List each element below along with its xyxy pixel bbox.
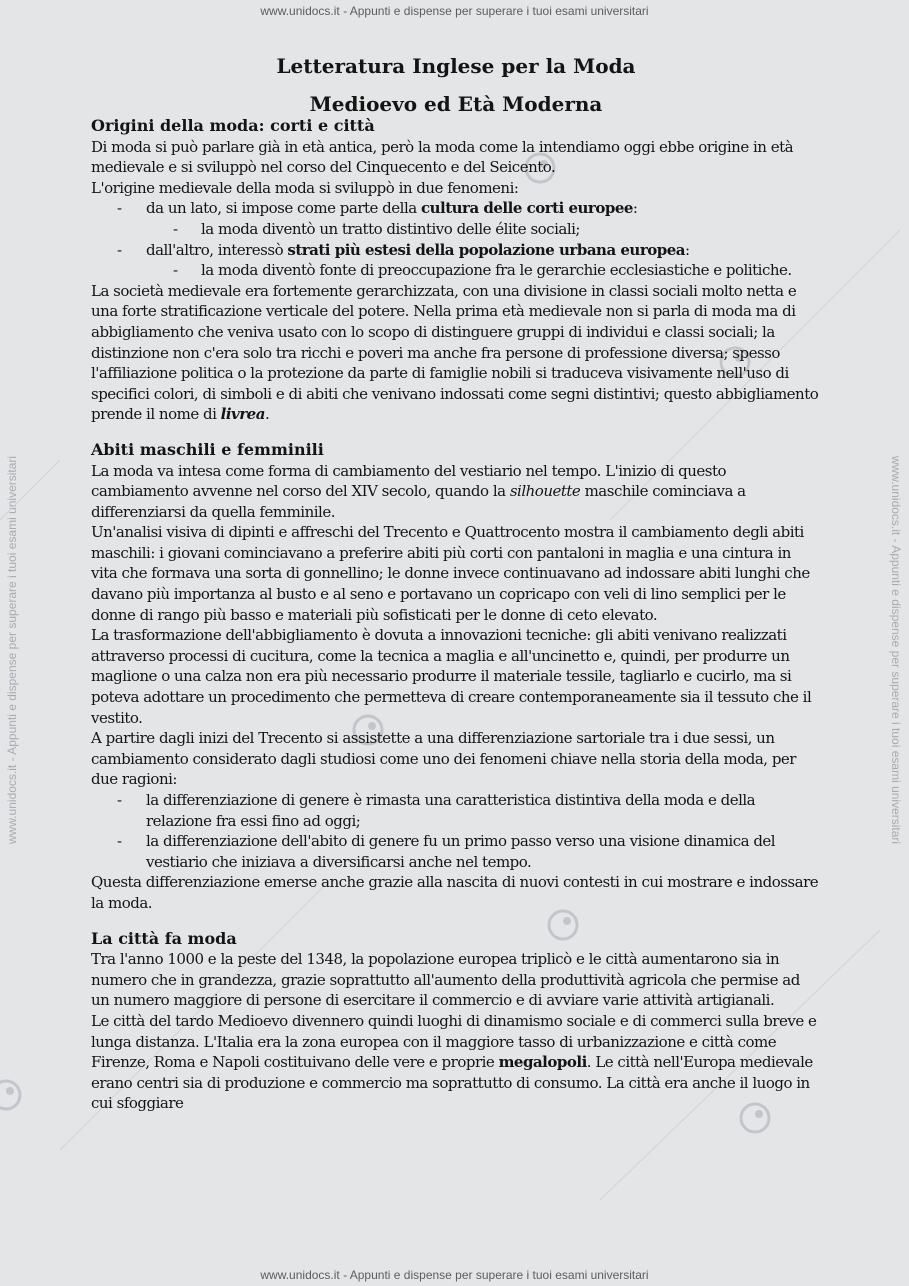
- bullet-list: [91, 240, 821, 261]
- list-item-bold: strati più estesi della popolazione urbana europea: [287, 240, 685, 259]
- paragraph: L'origine medievale della moda si sviluppò in due fenomeni:: [91, 178, 519, 197]
- section-abiti: [91, 440, 821, 914]
- list-item-text: dall'altro, interessò: [146, 240, 288, 259]
- section-heading: Abiti maschili e femminili: [91, 439, 324, 459]
- paragraph-text: La moda va intesa come forma di cambiamento del vestiario nel tempo. L'inizio di questo cambiamento avvenne nel corso del XIV secolo, quando la: [91, 461, 727, 501]
- paragraph: [91, 1011, 821, 1114]
- sub-bullet-list: [91, 219, 821, 240]
- paragraph: Un'analisi visiva di dipinti e affreschi del Trecento e Quattrocento mostra il cambiamento degli abiti maschili: i giovani cominciavano a preferire abiti più corti con pantaloni in maglia e una cintura in vita che formava una sorta di gonnellino; le donne invece continuavano ad indossare abiti lunghi che davano più importanza al busto e al seno e portavano un copricapo con veli di lino semplici per le donne di rango più basso e materiali più sofisticati per le donne di ceto elevato.: [91, 523, 810, 624]
- emphasis-term: livrea: [220, 405, 265, 424]
- paragraph-text: maschile cominciava a differenziarsi da quella femminile.: [91, 482, 746, 521]
- paragraph-text: Le città del tardo Medioevo divennero quindi luoghi di dinamismo sociale e di commerci sulla breve e lunga distanza. L'Italia era la zona europea con il maggiore tasso di urbanizzazione e città come Firenze, Roma e Napoli costituivano delle vere e proprie: [91, 1011, 817, 1072]
- paragraph-text: .: [264, 405, 270, 424]
- section-heading: La città fa moda: [91, 928, 237, 948]
- bold-term: megalopoli: [498, 1053, 587, 1072]
- document-title: Letteratura Inglese per la Moda: [276, 54, 636, 78]
- paragraph: Questa differenziazione emerse anche grazie alla nascita di nuovi contesti in cui mostrare e indossare la moda.: [91, 873, 819, 912]
- bullet-list: [91, 198, 821, 219]
- paragraph: [91, 461, 821, 523]
- emphasis-term: silhouette: [509, 482, 581, 501]
- list-item: - la moda diventò un tratto distintivo delle élite sociali;: [173, 219, 580, 238]
- list-item: - la differenziazione dell'abito di genere fu un primo passo verso una visione dinamica del vestiario che iniziava a diversificarsi anche nel tempo.: [117, 832, 776, 871]
- logo-icon: [0, 1081, 20, 1109]
- list-item: - la differenziazione di genere è rimasta una caratteristica distintiva della moda e della relazione fra essi fino ad oggi;: [117, 791, 756, 830]
- list-item-text: la differenziazione dell'abito di genere fu un primo passo verso una visione dinamica del vestiario che iniziava a diversificarsi anche nel tempo.: [146, 832, 776, 871]
- list-item-text: la moda diventò fonte di preoccupazione fra le gerarchie ecclesiastiche e politiche.: [201, 261, 792, 280]
- watermark-top: www.unidocs.it - Appunti e dispense per superare i tuoi esami universitari: [260, 4, 649, 18]
- list-item: - dall'altro, interessò strati più estesi della popolazione urbana europea:: [117, 240, 690, 259]
- watermark-bottom: www.unidocs.it - Appunti e dispense per superare i tuoi esami universitari: [260, 1268, 649, 1282]
- sub-bullet-list: [91, 260, 821, 281]
- list-item-bold: cultura delle corti europee: [420, 199, 633, 218]
- section-origini: [91, 116, 821, 425]
- section-citta: [91, 929, 821, 1114]
- section-heading: Origini della moda: corti e città: [91, 116, 375, 135]
- paragraph: A partire dagli inizi del Trecento si assistette a una differenziazione sartoriale tra i due sessi, un cambiamento considerato dagli studiosi come uno dei fenomeni chiave nella storia della moda, per due ragioni:: [91, 729, 796, 789]
- list-item: - la moda diventò fonte di preoccupazione fra le gerarchie ecclesiastiche e politiche.: [173, 261, 792, 280]
- paragraph: La trasformazione dell'abbigliamento è dovuta a innovazioni tecniche: gli abiti venivano realizzati attraverso processi di cucitura, come la tecnica a maglia e all'uncinetto e, quindi, per produrre un maglione o una calza non era più necessario produrre il materiale tessile, tagliarlo e cucirlo, ma si poteva adottare un procedimento che permetteva di creare contemporaneamente sia il tessuto che il vestito.: [91, 626, 812, 727]
- list-item-text: la moda diventò un tratto distintivo delle élite sociali;: [201, 219, 580, 238]
- document-body: [91, 52, 821, 1114]
- paragraph-text: La società medievale era fortemente gerarchizzata, con una divisione in classi sociali molto netta e una forte stratificazione verticale del potere. Nella prima età medievale non si parla di moda ma di abbigliamento che veniva usato con lo scopo di distinguere gruppi di individui e classi sociali; la distinzione non c'era solo tra ricchi e poveri ma anche fra persone di professione diversa; spesso l'affiliazione politica o la protezione da parte di famiglie nobili si traduceva visivamente nell'uso di specifici colori, di simboli e di abiti che venivano indossati come segni distintivi; questo abbigliamento prende il nome di: [91, 281, 819, 424]
- document-subtitle: Medioevo ed Età Moderna: [309, 92, 603, 116]
- list-item-text: da un lato, si impose come parte della: [146, 199, 421, 218]
- list-item: - da un lato, si impose come parte della cultura delle corti europee:: [117, 199, 638, 218]
- watermark-left: www.unidocs.it - Appunti e dispense per superare i tuoi esami universitari: [5, 455, 19, 845]
- paragraph-text: . Le città nell'Europa medievale erano centri sia di produzione e commercio ma soprattutto di consumo. La città era anche il luogo in cui sfoggiare: [91, 1053, 813, 1113]
- list-item-text: la differenziazione di genere è rimasta una caratteristica distintiva della moda e della relazione fra essi fino ad oggi;: [146, 791, 756, 830]
- paragraph: Di moda si può parlare già in età antica, però la moda come la intendiamo oggi ebbe origine in età medievale e si sviluppò nel corso del Cinquecento e del Seicento.: [91, 137, 794, 177]
- paragraph: Tra l'anno 1000 e la peste del 1348, la popolazione europea triplicò e le città aumentarono sia in numero che in grandezza, grazie soprattutto all'aumento della produttività agricola che permise ad un numero maggiore di persone di esercitare il commercio e di avviare varie attività artigianali.: [91, 950, 800, 1010]
- list-item-text: :: [632, 199, 638, 218]
- paragraph: [91, 281, 821, 425]
- watermark-right: www.unidocs.it - Appunti e dispense per superare i tuoi esami universitari: [889, 455, 903, 845]
- list-item-text: :: [685, 240, 690, 259]
- bullet-list: [91, 790, 821, 872]
